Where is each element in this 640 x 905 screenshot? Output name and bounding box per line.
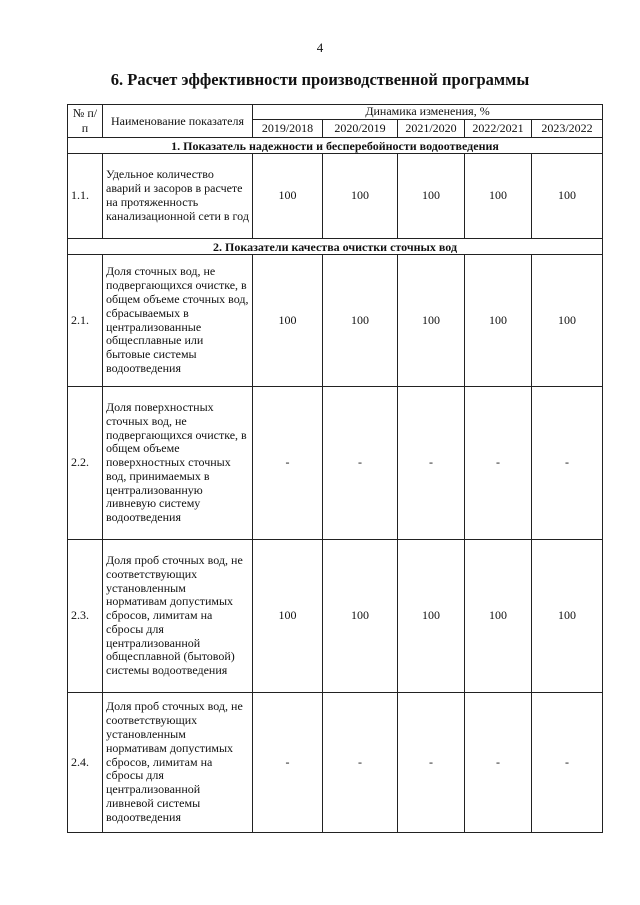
header-year: 2021/2020 — [398, 120, 465, 138]
row-value: 100 — [253, 540, 323, 693]
header-year: 2020/2019 — [323, 120, 398, 138]
row-value: - — [532, 693, 603, 833]
table-row — [68, 540, 603, 693]
header-year: 2023/2022 — [532, 120, 603, 138]
header-year: 2019/2018 — [253, 120, 323, 138]
efficiency-table — [67, 104, 603, 833]
header-year: 2022/2021 — [465, 120, 532, 138]
table-row — [68, 154, 603, 239]
row-value: 100 — [465, 154, 532, 239]
table-row — [68, 255, 603, 387]
row-number: 1.1. — [68, 154, 103, 239]
row-name: Доля поверхностных сточных вод, не подвергающихся очистке, в общем объеме поверхностных сточных вод, принимаемых в централизованную ливневую систему водоотведения — [103, 387, 253, 540]
row-number: 2.1. — [68, 255, 103, 387]
row-value: - — [465, 387, 532, 540]
row-name: Доля проб сточных вод, не соответствующих установленным нормативам допустимых сбросов, лимитам на сбросы для централизованной общесплавной (бытовой) системы водоотведения — [103, 540, 253, 693]
header-name: Наименование показателя — [103, 105, 253, 138]
page-number: 4 — [316, 40, 324, 55]
row-value: 100 — [465, 255, 532, 387]
row-value: 100 — [398, 255, 465, 387]
row-value: 100 — [465, 540, 532, 693]
row-value: - — [253, 387, 323, 540]
group-title: 1. Показатель надежности и бесперебойности водоотведения — [68, 138, 603, 154]
row-value: 100 — [323, 154, 398, 239]
row-name: Доля сточных вод, не подвергающихся очистке, в общем объеме сточных вод, сбрасываемых в централизованные общесплавные или бытовые системы водоотведения — [103, 255, 253, 387]
row-value: 100 — [323, 255, 398, 387]
row-value: - — [398, 693, 465, 833]
row-value: - — [532, 387, 603, 540]
table-header — [68, 105, 603, 138]
header-dynamics: Динамика изменения, % — [253, 105, 603, 120]
row-value: 100 — [532, 540, 603, 693]
row-value: - — [253, 693, 323, 833]
row-value: 100 — [253, 255, 323, 387]
row-name: Удельное количество аварий и засоров в расчете на протяженность канализационной сети в год — [103, 154, 253, 239]
row-value: 100 — [532, 255, 603, 387]
row-value: 100 — [323, 540, 398, 693]
row-number: 2.2. — [68, 387, 103, 540]
row-number: 2.3. — [68, 540, 103, 693]
row-value: 100 — [253, 154, 323, 239]
row-number: 2.4. — [68, 693, 103, 833]
group-row — [68, 239, 603, 255]
table-row — [68, 387, 603, 540]
row-value: 100 — [398, 540, 465, 693]
row-value: 100 — [398, 154, 465, 239]
group-title: 2. Показатели качества очистки сточных вод — [68, 239, 603, 255]
row-value: 100 — [532, 154, 603, 239]
row-value: - — [465, 693, 532, 833]
section-title: 6. Расчет эффективности производственной программы — [110, 70, 530, 89]
table-row — [68, 693, 603, 833]
row-value: - — [398, 387, 465, 540]
header-num: № п/п — [68, 105, 103, 138]
row-value: - — [323, 693, 398, 833]
group-row — [68, 138, 603, 154]
row-value: - — [323, 387, 398, 540]
row-name: Доля проб сточных вод, не соответствующих установленным нормативам допустимых сбросов, лимитам на сбросы для централизованной ливневой системы водоотведения — [103, 693, 253, 833]
